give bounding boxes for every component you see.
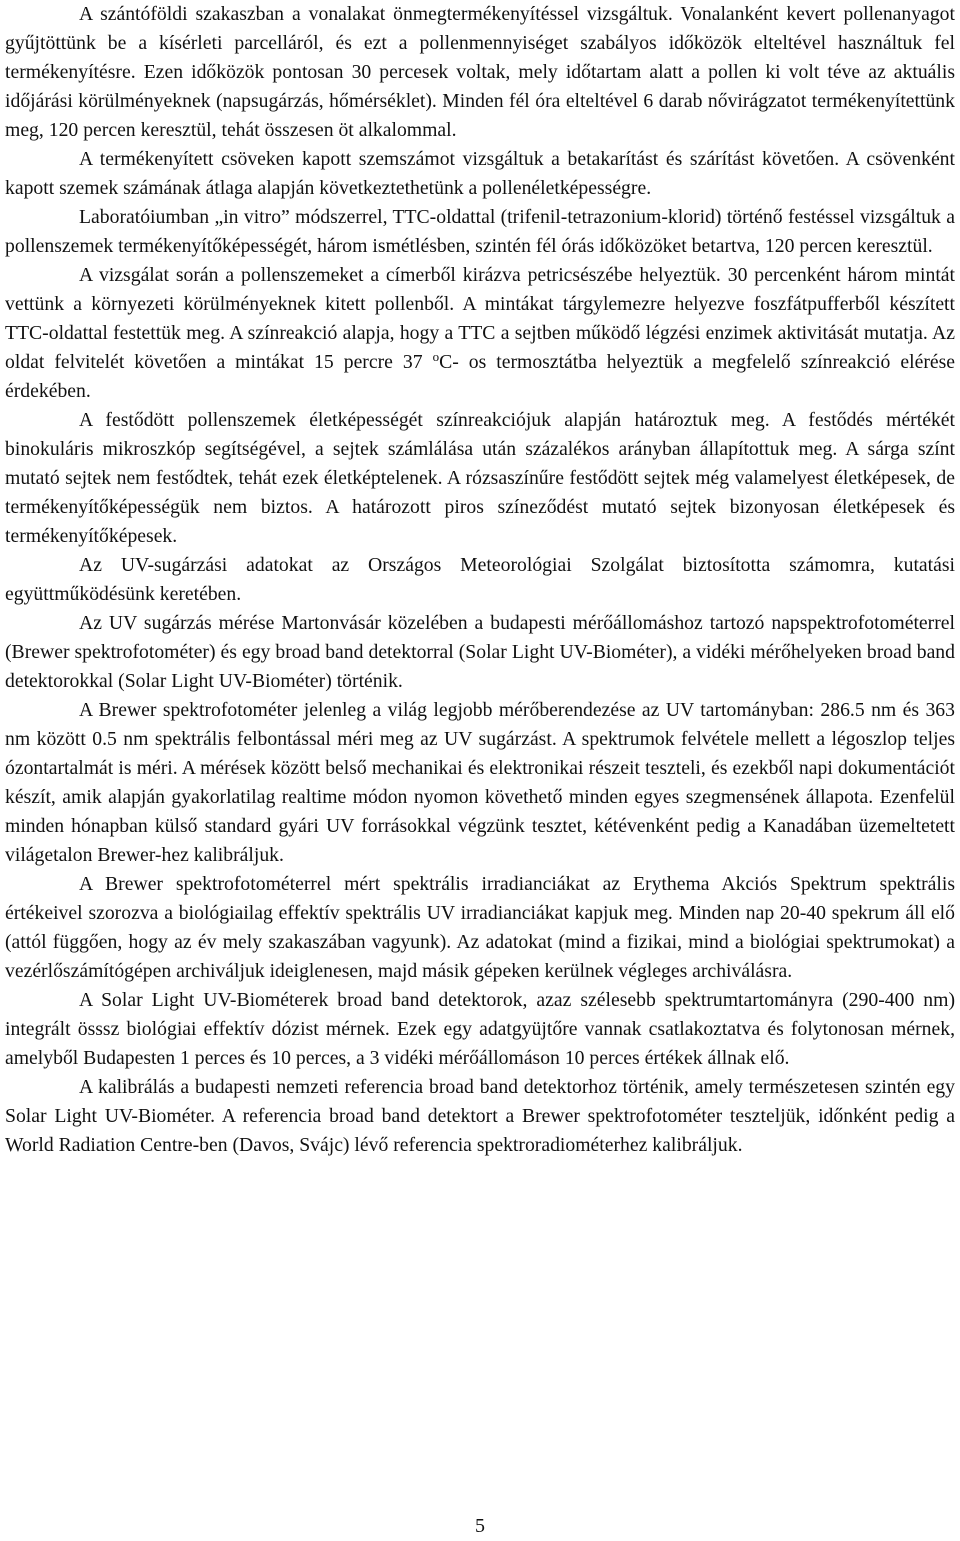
paragraph-10: A Solar Light UV-Biométerek broad band detektorok, azaz szélesebb spektrumtartományra (290-400 nm) integrált össsz biológiai effektív dózist mérnek. Ezek egy adatgyüjtőre vannak csatlakoztatva és folytonosan mérnek, amelyből Budapesten 1 perces és 10 perces, a 3 vidéki mérőállomáson 10 perces értékek állnak elő.: [5, 989, 955, 1069]
paragraph-6: Az UV-sugárzási adatokat az Országos Meteorológiai Szolgálat biztosította számomra, kutatási együttműködésünk keretében.: [5, 554, 955, 605]
paragraph-1: A szántóföldi szakaszban a vonalakat önmegtermékenyítéssel vizsgáltuk. Vonalanként kevert pollenanyagot gyűjtöttünk be a kísérleti parcelláról, és ezt a pollenmennyiséget szabályos időközök elteltével használtuk fel termékenyítésre. Ezen időközök pontosan 30 percesek voltak, mely időtartam alatt a pollen ki volt téve az aktuális időjárási körülményeknek (napsugárzás, hőmérséklet). Minden fél óra elteltével 6 darab nővirágzatot termékenyítettünk meg, 120 percen keresztül, tehát összesen öt alkalommal.: [5, 3, 955, 141]
paragraph-4-tail: C- os termosztátba helyeztük a megfelelő színreakció elérése érdekében.: [5, 351, 956, 402]
degree-superscript: o: [432, 349, 440, 364]
paragraph-4-main: A vizsgálat során a pollenszemeket a címerből kirázva petricsészébe helyeztük. 30 percenként három mintát vettünk a környezeti körülményeknek kitett pollenből. A mintákat tárgylemezre helyezve foszfátpufferből készített TTC-oldattal festettük meg. A színreakció alapja, hogy a TTC a sejtben működő légzési enzimek aktivitását mutatja. Az oldat felvitelét követően a mintákat 15 percre 37: [5, 264, 955, 373]
paragraph-5: A festődött pollenszemek életképességét színreakciójuk alapján határoztuk meg. A festődés mértékét binokuláris mikroszkóp segítségével, a sejtek számlálása után százalékos arányban állapítottuk meg. A sárga színt mutató sejtek nem festődtek, tehát ezek életképtelenek. A rózsaszínűre festődött sejtek még valamelyest életképesek, de termékenyítőképességük nem biztos. A határozott piros színeződést mutató sejtek bizonyosan életképesek és termékenyítőképesek.: [5, 409, 955, 547]
paragraph-9: A Brewer spektrofotométerrel mért spektrális irradianciákat az Erythema Akciós Spektrum spektrális értékeivel szorozva a biológiailag effektív spektrális UV irradianciákat kapjuk meg. Minden nap 20-40 spekrum áll elő (attól függően, hogy az év mely szakaszában vagyunk). Az adatokat (mind a fizikai, mind a biológiai spektrumokat) a vezérlőszámítógépen archiváljuk ideiglenesen, majd másik gépeken kerülnek végleges archiválásra.: [5, 873, 955, 982]
paragraph-2: A termékenyített csöveken kapott szemszámot vizsgáltuk a betakarítást és szárítást követően. A csövenként kapott szemek számának átlaga alapján következtethetünk a pollenéletképességre.: [5, 148, 955, 199]
paragraph-8: A Brewer spektrofotométer jelenleg a világ legjobb mérőberendezése az UV tartományban: 286.5 nm és 363 nm között 0.5 nm spektrális felbontással méri meg az UV sugárzást. A spektrumok felvétele mellett a légoszlop teljes ózontartalmát is méri. A mérések között belső mechanikai és elektronikai részeit teszteli, és ezekből napi dokumentációt készít, amik alapján gyakorlatilag realtime módon nyomon követhető minden egyes szegmensének állapota. Ezenfelül minden hónapban külső standard gyári UV forrásokkal végzünk tesztet, kétévenként pedig a Kanadában üzemeltetett világetalon Brewer-hez kalibráljuk.: [5, 699, 955, 866]
paragraph-7: Az UV sugárzás mérése Martonvásár közelében a budapesti mérőállomáshoz tartozó napspektrofotométerrel (Brewer spektrofotométer) és egy broad band detektorral (Solar Light UV-Biométer), a vidéki mérőhelyeken broad band detektorokkal (Solar Light UV-Biométer) történik.: [5, 612, 955, 692]
document-page: [5, 0, 955, 1160]
paragraph-4: [5, 261, 955, 406]
page-number: 5: [475, 1515, 485, 1537]
paragraph-3: Laboratóiumban „in vitro” módszerrel, TTC-oldattal (trifenil-tetrazonium-klorid) történő festéssel vizsgáltuk a pollenszemek termékenyítőképességét, három ismétlésben, szintén fél órás időközöket betartva, 120 percen keresztül.: [5, 206, 955, 257]
paragraph-11: A kalibrálás a budapesti nemzeti referencia broad band detektorhoz történik, amely természetesen szintén egy Solar Light UV-Biométer. A referencia broad band detektort a Brewer spektrofotométer teszteljük, időnként pedig a World Radiation Centre-ben (Davos, Svájc) lévő referencia spektroradiométerhez kalibráljuk.: [5, 1076, 955, 1156]
